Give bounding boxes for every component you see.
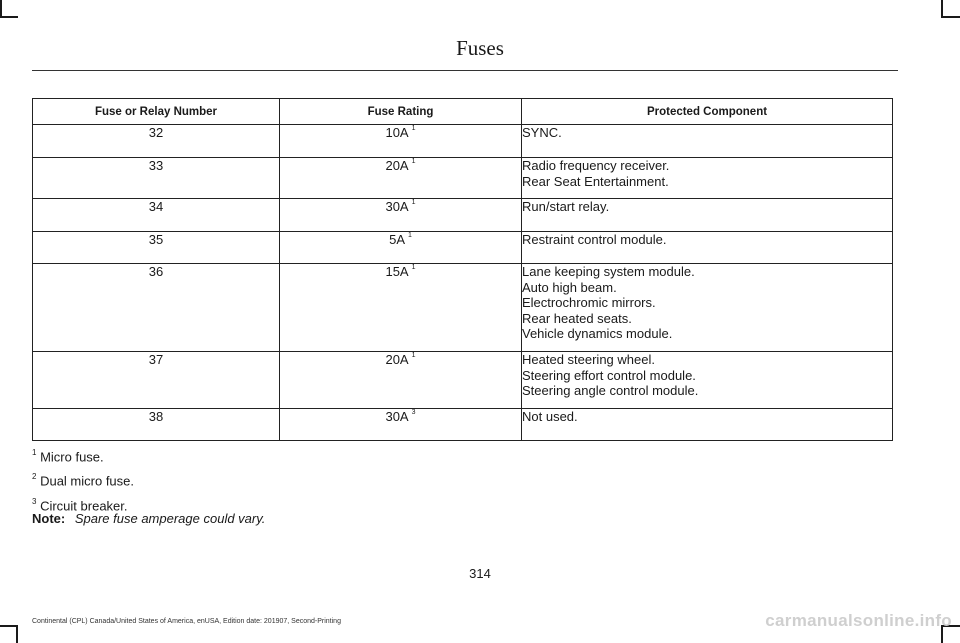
- note-label: Note:: [32, 511, 66, 526]
- component-line: Electrochromic mirrors.: [522, 295, 656, 310]
- component-line: Run/start relay.: [522, 199, 610, 214]
- component-line: Lane keeping system module.: [522, 264, 695, 279]
- footnote-text: Circuit breaker.: [40, 497, 128, 513]
- fuse-rating: [280, 409, 522, 441]
- crop-mark: [941, 16, 960, 18]
- table-row: [33, 409, 893, 441]
- column-header-component: Protected Component: [522, 99, 893, 125]
- table-header-row: [33, 99, 893, 125]
- component-line: Auto high beam.: [522, 279, 617, 295]
- protected-component: [522, 199, 893, 232]
- table-row: [33, 232, 893, 264]
- component-line: Steering effort control module.: [522, 367, 696, 383]
- fuse-rating: [280, 352, 522, 409]
- protected-component: [522, 352, 893, 409]
- footnote-ref: 1: [411, 351, 416, 359]
- footnote: [32, 468, 134, 490]
- footnotes: [32, 444, 134, 517]
- title-divider: [32, 70, 898, 71]
- fuse-rating: [280, 264, 522, 352]
- watermark: carmanualsonline.info: [765, 611, 952, 630]
- rating-value: 5A: [389, 232, 405, 247]
- component-line: SYNC.: [522, 125, 562, 140]
- table-row: [33, 264, 893, 352]
- footnote: [32, 444, 134, 466]
- component-line: Heated steering wheel.: [522, 352, 655, 367]
- table-row: [33, 352, 893, 409]
- table-row: [33, 199, 893, 232]
- protected-component: [522, 409, 893, 441]
- rating-value: 30A: [385, 199, 409, 214]
- fuse-rating: [280, 199, 522, 232]
- note-text: Spare fuse amperage could vary.: [74, 511, 266, 526]
- fuse-number: 33: [33, 158, 280, 199]
- fuse-number: 35: [33, 232, 280, 264]
- fuse-rating: [280, 125, 522, 158]
- fuse-number: 34: [33, 199, 280, 232]
- column-header-rating: Fuse Rating: [280, 99, 522, 125]
- component-line: Restraint control module.: [522, 232, 667, 247]
- footnote-ref: 1: [411, 124, 416, 132]
- crop-mark: [0, 16, 18, 18]
- table-row: [33, 158, 893, 199]
- rating-value: 30A: [385, 409, 409, 424]
- edition-footer: Continental (CPL) Canada/United States of America, enUSA, Edition date: 201907, Second-Printing: [32, 618, 341, 625]
- footnote-ref: 1: [411, 263, 416, 271]
- protected-component: [522, 264, 893, 352]
- component-line: Rear heated seats.: [522, 310, 632, 326]
- footnote-mark: 2: [32, 472, 37, 482]
- column-header-number: Fuse or Relay Number: [33, 99, 280, 125]
- table-row: [33, 125, 893, 158]
- component-line: Steering angle control module.: [522, 383, 699, 398]
- footnote-ref: 1: [411, 157, 416, 165]
- protected-component: [522, 125, 893, 158]
- fuse-rating: [280, 232, 522, 264]
- fuse-table: [32, 98, 893, 441]
- footnote-ref: 1: [411, 198, 416, 206]
- component-line: Rear Seat Entertainment.: [522, 173, 669, 189]
- rating-value: 20A: [385, 158, 409, 173]
- protected-component: [522, 158, 893, 199]
- footnote-text: Dual micro fuse.: [40, 473, 134, 489]
- fuse-number: 38: [33, 409, 280, 441]
- footnote-ref: 3: [411, 408, 416, 416]
- protected-component: [522, 232, 893, 264]
- fuse-rating: [280, 158, 522, 199]
- footnote-mark: 3: [32, 496, 37, 506]
- page-number: 314: [469, 566, 491, 581]
- footnote-text: Micro fuse.: [40, 449, 104, 465]
- fuse-number: 37: [33, 352, 280, 409]
- rating-value: 20A: [385, 352, 409, 367]
- component-line: Radio frequency receiver.: [522, 158, 670, 173]
- component-line: Vehicle dynamics module.: [522, 326, 673, 341]
- page-title: Fuses: [456, 36, 504, 60]
- crop-mark: [16, 625, 18, 643]
- fuse-number: 32: [33, 125, 280, 158]
- footnote-ref: 1: [408, 231, 412, 239]
- rating-value: 10A: [385, 125, 409, 140]
- footnote-mark: 1: [32, 448, 37, 457]
- component-line: Not used.: [522, 409, 578, 424]
- note: [32, 511, 265, 526]
- rating-value: 15A: [385, 264, 409, 279]
- fuse-number: 36: [33, 264, 280, 352]
